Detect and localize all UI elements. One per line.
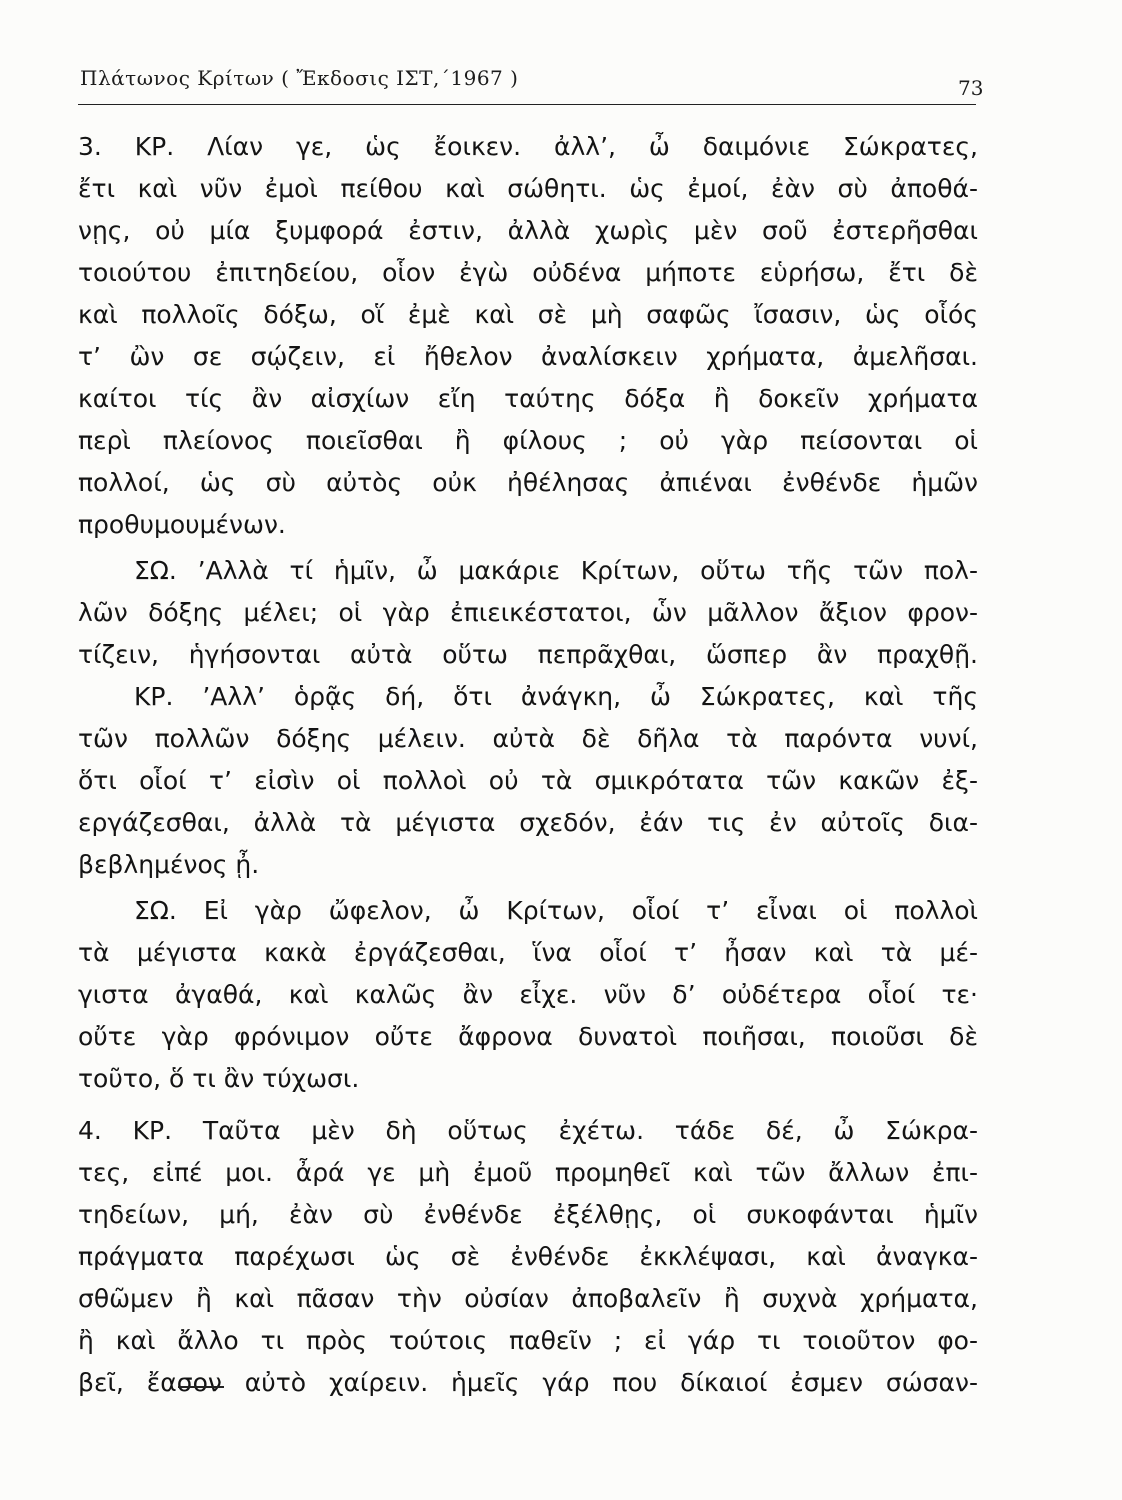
text-line: ΣΩ. ’Αλλὰ τί ἡμῖν, ὦ μακάριε Κρίτων, οὕτω τῆς τῶν πολ- <box>134 556 978 585</box>
text-line: καίτοι τίς ἂν αἰσχίων εἴη ταύτης δόξα ἢ δοκεῖν χρήματα <box>78 384 978 413</box>
text-line: λῶν δόξης μέλει; οἱ γὰρ ἐπιεικέστατοι, ὧν μᾶλλον ἄξιον φρον- <box>78 598 978 627</box>
text-line: τες, εἰπέ μοι. ἆρά γε μὴ ἐμοῦ προμηθεῖ καὶ τῶν ἄλλων ἐπι- <box>78 1158 978 1187</box>
text-line: τίζειν, ἡγήσονται αὐτὰ οὕτω πεπρᾶχθαι, ὥσπερ ἂν πραχθῇ. <box>78 640 978 669</box>
text-line: τ’ ὢν σε σῴζειν, εἰ ἤθελον ἀναλίσκειν χρήματα, ἀμελῆσαι. <box>78 342 978 371</box>
text-line: τοῦτο, ὅ τι ἂν τύχωσι. <box>78 1064 360 1093</box>
text-line: περὶ πλείονος ποιεῖσθαι ἢ φίλους ; οὐ γὰρ πείσονται οἱ <box>78 426 978 455</box>
text-line: ΣΩ. Εἰ γὰρ ὤφελον, ὦ Κρίτων, οἷοί τ’ εἶναι οἱ πολλοὶ <box>134 896 978 925</box>
text-line: εργάζεσθαι, ἀλλὰ τὰ μέγιστα σχεδόν, ἐάν τις ἐν αὐτοῖς δια- <box>78 808 978 837</box>
text-line: προθυμουμένων. <box>78 510 286 539</box>
text-line: ἔτι καὶ νῦν ἐμοὶ πείθου καὶ σώθητι. ὡς ἐμοί, ἐὰν σὺ ἀποθά- <box>78 174 978 203</box>
running-head: Πλάτωνος Κρίτων ( Ἔκδοσις ΙΣΤ,΄1967 ) <box>80 66 519 90</box>
text-line: ἢ καὶ ἄλλο τι πρὸς τούτοις παθεῖν ; εἰ γάρ τι τοιοῦτον φο- <box>78 1326 978 1355</box>
text-line: οὔτε γὰρ φρόνιμον οὔτε ἄφρονα δυνατοὶ ποιῆσαι, ποιοῦσι δὲ <box>78 1022 978 1051</box>
text-line: πράγματα παρέχωσι ὡς σὲ ἐνθένδε ἐκκλέψασι, καὶ ἀναγκα- <box>78 1242 978 1271</box>
text-line: καὶ πολλοῖς δόξω, οἵ ἐμὲ καὶ σὲ μὴ σαφῶς ἴσασιν, ὡς οἷός <box>78 300 978 329</box>
text-line: τηδείων, μή, ἐὰν σὺ ἐνθένδε ἐξέλθῃς, οἱ συκοφάνται ἡμῖν <box>78 1200 978 1229</box>
text-line: τοιούτου ἐπιτηδείου, οἷον ἐγὼ οὐδένα μήποτε εὑρήσω, ἔτι δὲ <box>78 258 978 287</box>
text-line: ΚΡ. ’Αλλ’ ὁρᾷς δή, ὅτι ἀνάγκη, ὦ Σώκρατες, καὶ τῆς <box>134 682 978 711</box>
text-line: γιστα ἀγαθά, καὶ καλῶς ἂν εἶχε. νῦν δ’ οὐδέτερα οἷοί τε· <box>78 980 978 1009</box>
text-line: ὅτι οἷοί τ’ εἰσὶν οἱ πολλοὶ οὐ τὰ σμικρότατα τῶν κακῶν ἐξ- <box>78 766 978 795</box>
text-line: βεβλημένος ᾖ. <box>78 850 260 879</box>
text-line: τῶν πολλῶν δόξης μέλειν. αὐτὰ δὲ δῆλα τὰ παρόντα νυνί, <box>78 724 978 753</box>
text-line: νῃς, οὐ μία ξυμφορά ἐστιν, ἀλλὰ χωρὶς μὲν σοῦ ἐστερῆσθαι <box>78 216 978 245</box>
text-line: τὰ μέγιστα κακὰ ἐργάζεσθαι, ἵνα οἷοί τ’ ἦσαν καὶ τὰ μέ- <box>78 938 978 967</box>
footnote-rule <box>178 1386 224 1388</box>
header-rule <box>78 104 976 105</box>
page-number: 73 <box>958 76 984 100</box>
text-line: βεῖ, ἔασον αὐτὸ χαίρειν. ἡμεῖς γάρ που δίκαιοί ἐσμεν σώσαν- <box>78 1368 978 1397</box>
text-line: 4. ΚΡ. Ταῦτα μὲν δὴ οὕτως ἐχέτω. τάδε δέ, ὦ Σώκρα- <box>78 1116 978 1145</box>
text-line: σθῶμεν ἢ καὶ πᾶσαν τὴν οὐσίαν ἀποβαλεῖν ἢ συχνὰ χρήματα, <box>78 1284 978 1313</box>
text-line: 3. ΚΡ. Λίαν γε, ὡς ἔοικεν. ἀλλ’, ὦ δαιμόνιε Σώκρατες, <box>78 132 978 161</box>
text-line: πολλοί, ὡς σὺ αὐτὸς οὐκ ἠθέλησας ἀπιέναι ἐνθένδε ἡμῶν <box>78 468 978 497</box>
